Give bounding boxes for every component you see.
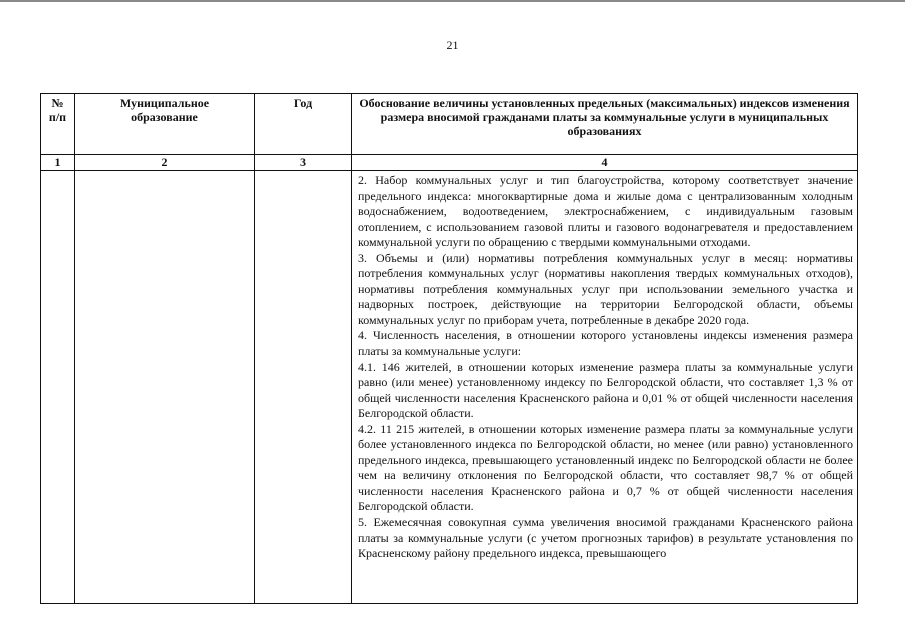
column-number-row	[41, 155, 858, 171]
header-justification	[352, 94, 858, 155]
paragraph-population: 4. Численность населения, в отношении которого установлены индексы изменения размера платы за коммунальные услуги:	[358, 328, 853, 359]
paragraph-population-4-2: 4.2. 11 215 жителей, в отношении которых изменение размера платы за коммунальные услуги более установленного индекса по Белгородской области, но менее (или равно) установленного предельного индекса, превышающего установленный индекс по Белгородской области не более чем на величину отклонения по Белгородской области, что составляет 98,7 % от общей численности населения Красненского района и 0,7 % от общей численности населения Белгородской области.	[358, 421, 853, 514]
column-number-1: 1	[41, 155, 75, 171]
header-year-label: Год	[293, 96, 313, 110]
header-justification-label: Обоснование величины установленных предельных (максимальных) индексов изменения размера вносимой гражданами платы за коммунальные услуги в муниципальных образованиях	[359, 96, 850, 138]
row-justification-cell	[352, 171, 858, 604]
indices-table	[40, 93, 858, 604]
paragraph-volumes: 3. Объемы и (или) нормативы потребления коммунальных услуг в месяц: нормативы потребления коммунальных услуг (нормативы накопления твердых коммунальных отходов), нормативы потребления коммунальных услуг при использовании земельного участка и надворных построек, действующие на территории Белгородской области, объемы коммунальных услуг по приборам учета, потребленные в декабре 2020 года.	[358, 250, 853, 327]
column-number-4: 4	[352, 155, 858, 171]
header-year	[255, 94, 352, 155]
scan-top-edge	[0, 0, 905, 2]
paragraph-commodity-set: 2. Набор коммунальных услуг и тип благоустройства, которому соответствует значение предельного индекса: многоквартирные дома и жилые дома с централизованным холодным водоснабжением, водоотведением, электроснабжением, с индивидуальным газовым отоплением, с использованием газовой плиты и газового водонагревателя и предоставлением коммунальной услуги по обращению с твердыми коммунальными отходами.	[358, 173, 853, 250]
table-header-row	[41, 94, 858, 155]
paragraph-population-4-1: 4.1. 146 жителей, в отношении которых изменение размера платы за коммунальные услуги равно (или менее) установленному индексу по Белгородской области, что составляет 1,3 % от общей численности населения Красненского района и 0,01 % от общей численности населения Белгородской области.	[358, 359, 853, 421]
header-number	[41, 94, 75, 155]
table-row	[41, 171, 858, 604]
page-number: 21	[446, 38, 459, 52]
paragraph-monthly-sum: 5. Ежемесячная совокупная сумма увеличения вносимой гражданами Красненского района платы за коммунальные услуги (с учетом прогнозных тарифов) в результате установления по Красненскому району предельного индекса, превышающего	[358, 515, 853, 561]
header-number-label: № п/п	[48, 96, 67, 124]
row-municipality-cell	[75, 171, 255, 604]
justification-text	[352, 171, 857, 562]
column-number-2: 2	[75, 155, 255, 171]
header-municipality-label: Муниципальное образование	[119, 96, 210, 124]
row-year-cell	[255, 171, 352, 604]
column-number-3: 3	[255, 155, 352, 171]
header-municipality	[75, 94, 255, 155]
row-number-cell	[41, 171, 75, 604]
